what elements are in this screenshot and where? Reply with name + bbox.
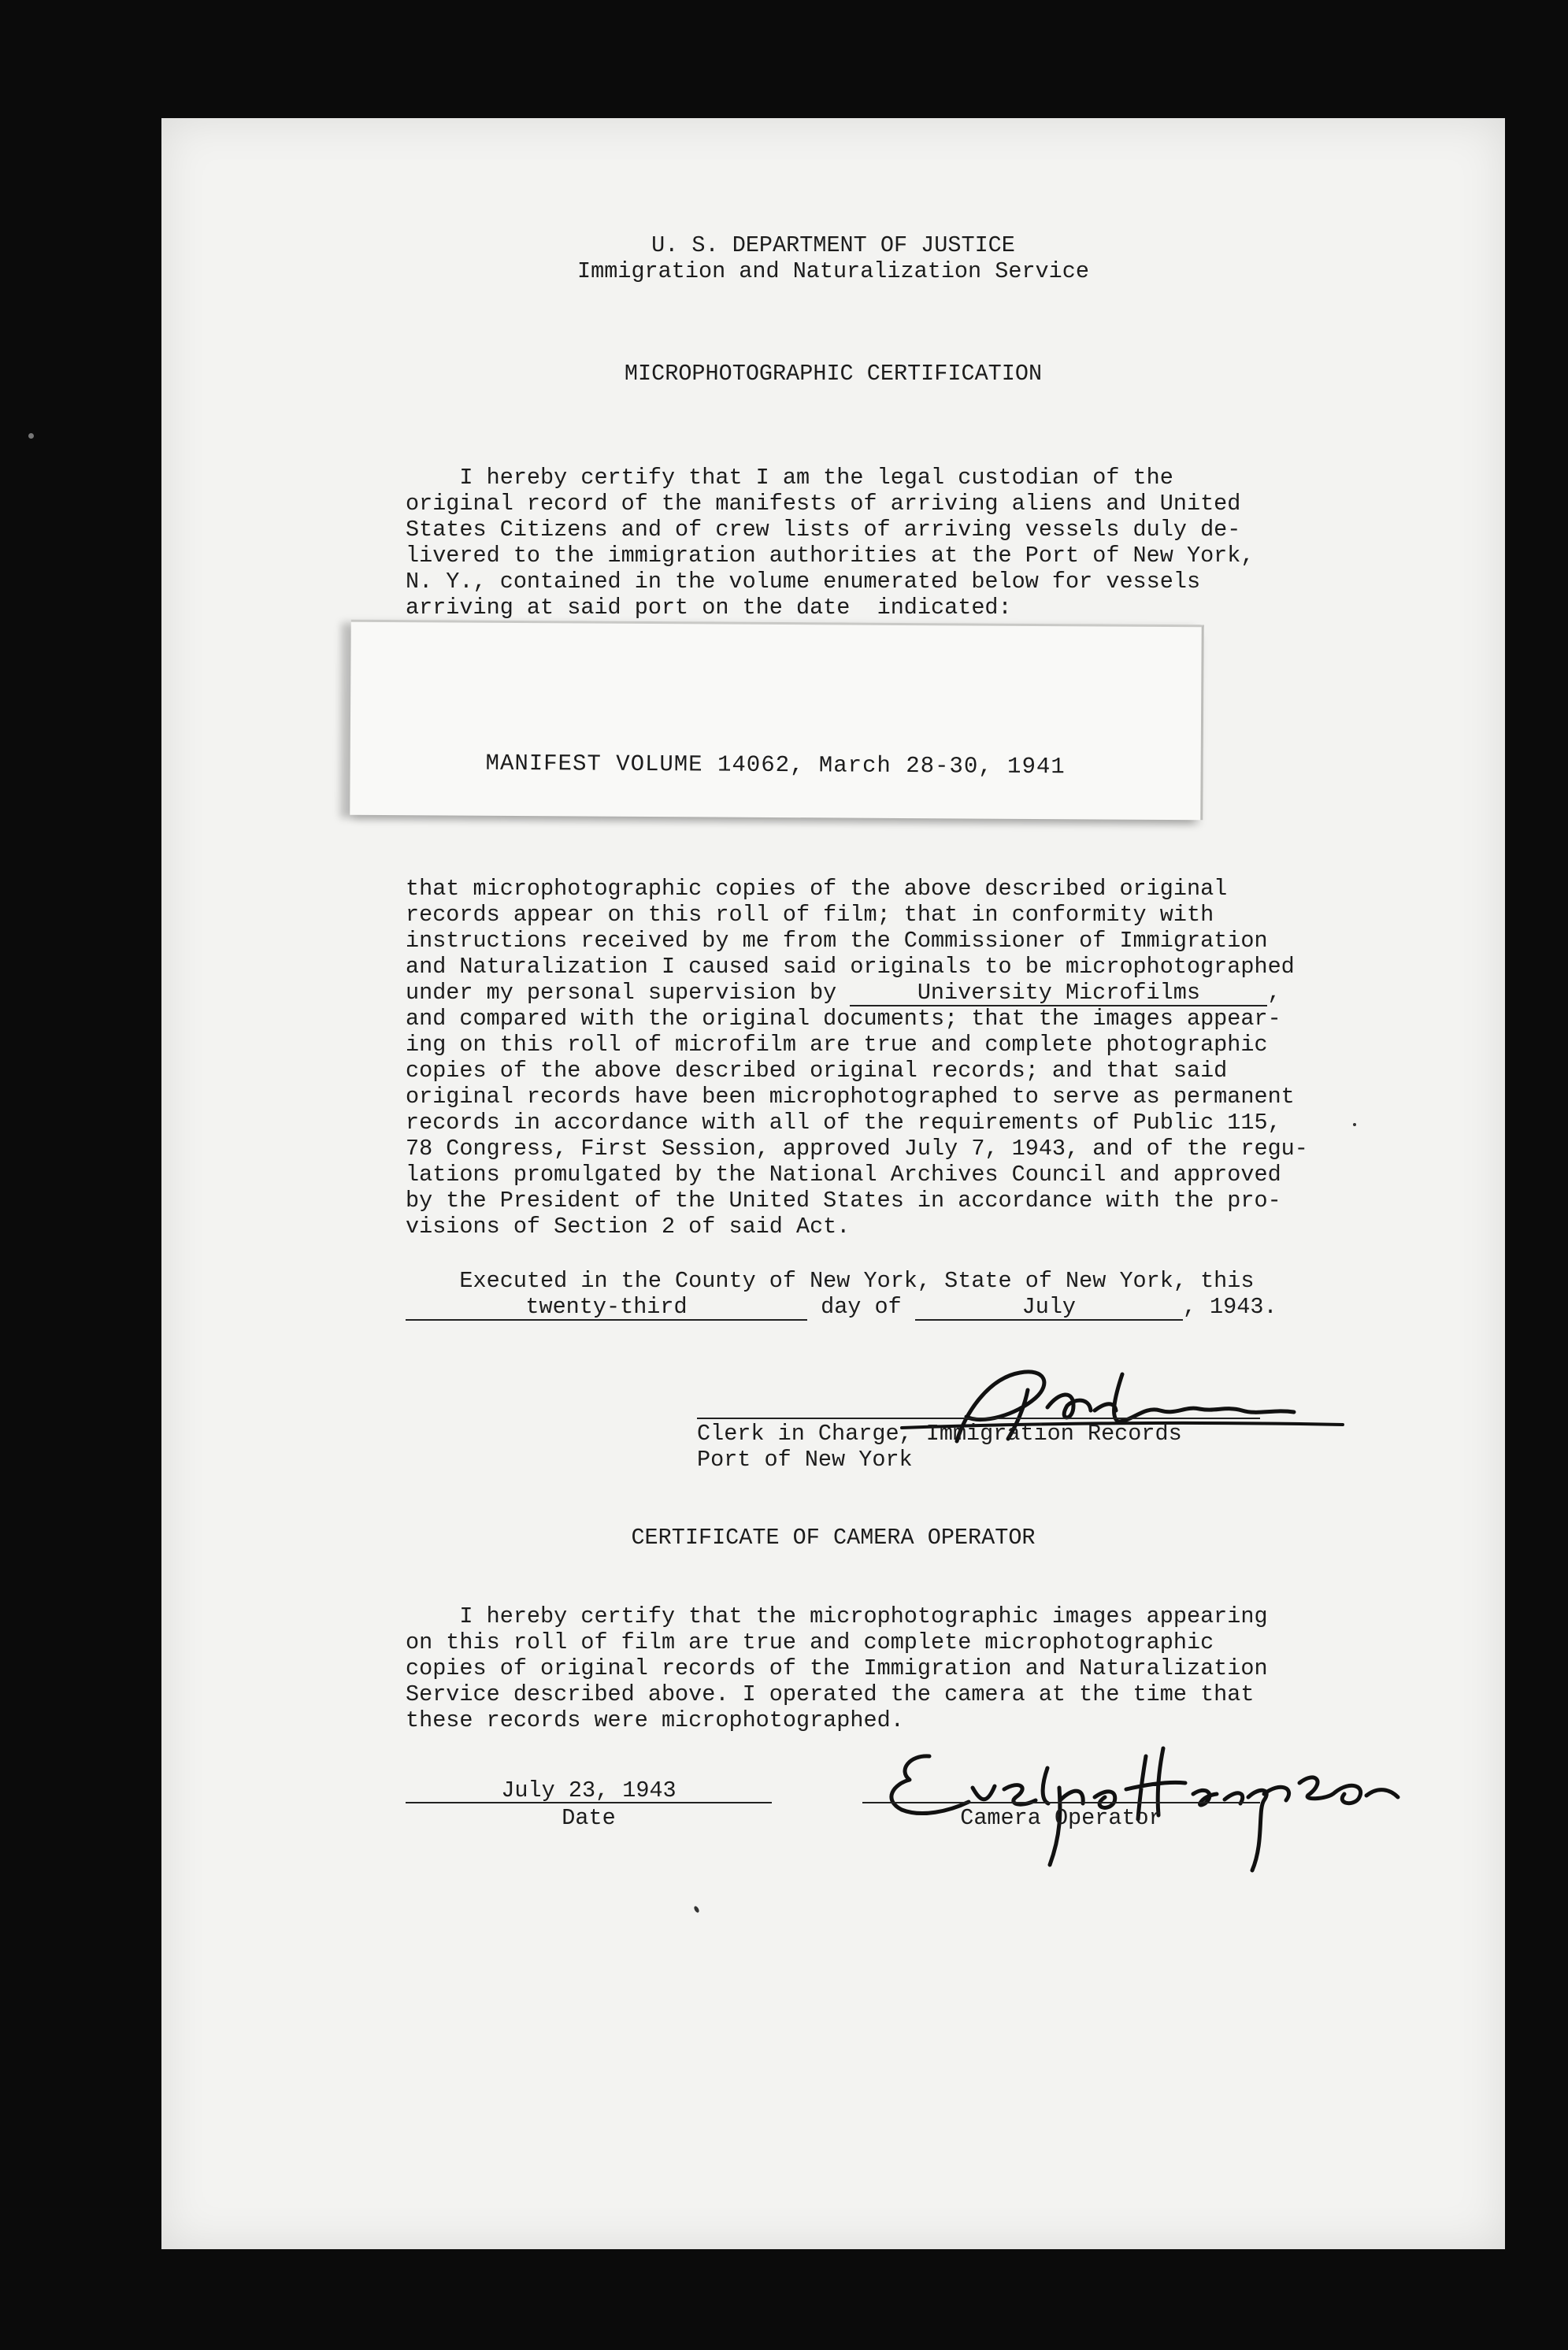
manifest-volume-text: MANIFEST VOLUME 14062, March 28-30, 1941	[485, 750, 1066, 780]
month-field: July	[915, 1295, 1183, 1321]
intro-line: States Citizens and of crew lists of arriving vessels duly de-	[406, 517, 1241, 543]
intro-line: original record of the manifests of arriving aliens and United	[406, 491, 1241, 517]
intro-line: livered to the immigration authorities at the Port of New York,	[406, 543, 1255, 569]
department-heading: U. S. DEPARTMENT OF JUSTICE	[651, 232, 1015, 258]
intro-line: arriving at said port on the date indicated:	[406, 595, 1012, 621]
clerk-signature-line	[697, 1418, 1260, 1419]
camera-operator-signature-line	[862, 1802, 1260, 1803]
ink-speck	[1353, 1123, 1356, 1126]
body-line: lations promulgated by the National Archives Council and approved	[406, 1162, 1281, 1188]
camera-line: copies of original records of the Immigration and Naturalization	[406, 1655, 1268, 1681]
body-line: original records have been microphotographed to serve as permanent	[406, 1084, 1295, 1110]
film-speck	[28, 433, 34, 439]
company-field: University Microfilms	[850, 981, 1267, 1006]
body-line: ing on this roll of microfilm are true and complete photographic	[406, 1032, 1268, 1058]
body-line: records in accordance with all of the requirements of Public 115,	[406, 1110, 1281, 1136]
supervision-line	[406, 980, 1281, 1006]
intro-line: N. Y., contained in the volume enumerated below for vessels	[406, 569, 1201, 595]
camera-line: I hereby certify that the microphotographic images appearing	[406, 1603, 1268, 1629]
day-of-text: day of	[807, 1294, 915, 1320]
year-text: , 1943.	[1182, 1294, 1277, 1320]
supervision-prefix: under my personal supervision by	[406, 980, 851, 1006]
date-label: Date	[562, 1805, 616, 1831]
body-line: that microphotographic copies of the above described original	[406, 876, 1228, 902]
body-line: and compared with the original documents; that the images appear-	[406, 1006, 1281, 1032]
camera-operator-signature	[854, 1725, 1422, 1882]
camera-line: on this roll of film are true and complete microphotographic	[406, 1629, 1214, 1655]
supervision-suffix: ,	[1267, 980, 1281, 1006]
day-field: twenty-third	[406, 1295, 807, 1321]
camera-line: Service described above. I operated the camera at the time that	[406, 1681, 1255, 1707]
ink-speck	[693, 1905, 700, 1913]
certification-title: MICROPHOTOGRAPHIC CERTIFICATION	[624, 361, 1043, 387]
body-line: and Naturalization I caused said originals to be microphotographed	[406, 954, 1295, 980]
camera-operator-label: Camera Operator	[960, 1805, 1162, 1831]
body-line: by the President of the United States in accordance with the pro-	[406, 1188, 1281, 1214]
service-heading: Immigration and Naturalization Service	[577, 258, 1089, 284]
camera-line: these records were microphotographed.	[406, 1707, 904, 1733]
body-line: visions of Section 2 of said Act.	[406, 1214, 851, 1240]
clerk-location: Port of New York	[697, 1447, 913, 1473]
intro-line: I hereby certify that I am the legal custodian of the	[406, 465, 1173, 491]
executed-date-line	[406, 1294, 1277, 1321]
body-line: 78 Congress, First Session, approved July 7, 1943, and of the regu-	[406, 1136, 1308, 1162]
camera-certificate-title: CERTIFICATE OF CAMERA OPERATOR	[631, 1525, 1036, 1551]
certificate-page	[161, 118, 1505, 2249]
body-line: copies of the above described original records; and that said	[406, 1058, 1228, 1084]
clerk-title: Clerk in Charge, Immigration Records	[697, 1421, 1182, 1447]
body-line: instructions received by me from the Commissioner of Immigration	[406, 928, 1268, 954]
date-value: July 23, 1943	[501, 1777, 677, 1803]
date-line	[406, 1802, 772, 1803]
manifest-slip	[350, 620, 1203, 821]
body-line: records appear on this roll of film; that in conformity with	[406, 902, 1214, 928]
executed-line: Executed in the County of New York, State of New York, this	[406, 1268, 1255, 1294]
